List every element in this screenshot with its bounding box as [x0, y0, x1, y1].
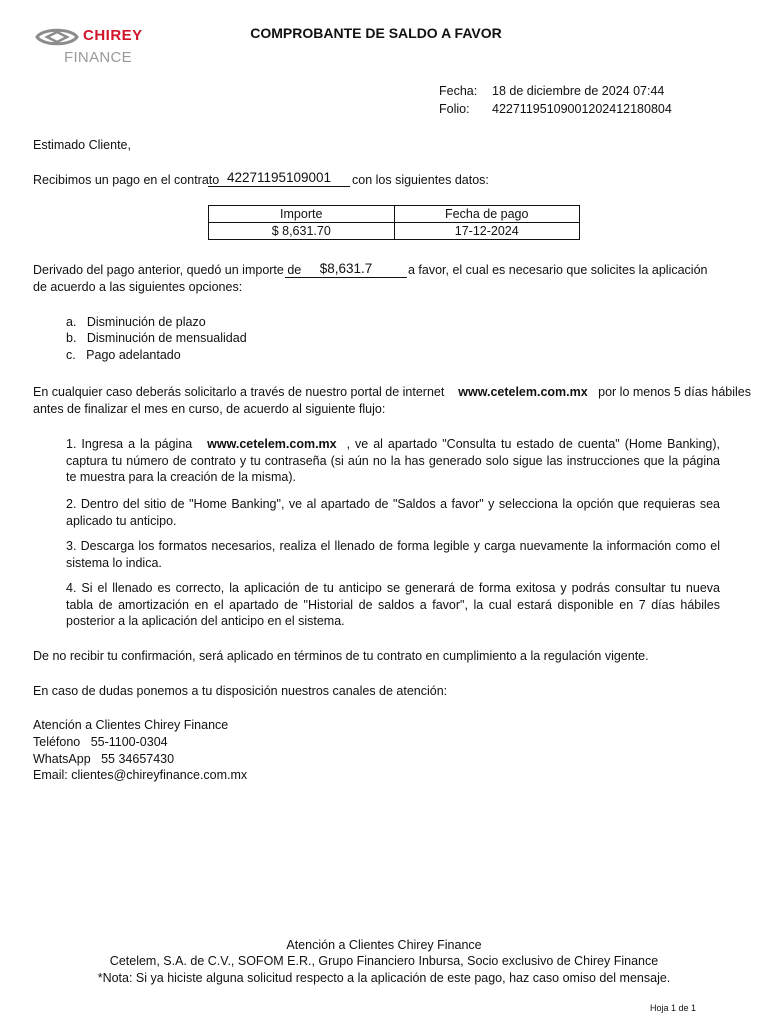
option-letter: b. — [66, 331, 77, 345]
step-4: 4. Si el llenado es correcto, la aplicación de tu anticipo se generará de forma exitosa y podrás consultar tu nueva tabla de amortización en el apartado de "Historial de saldos a favor", la cual estará disponible en 7 días hábiles posterior a la aplicación del anticipo en el sistema. — [66, 581, 720, 628]
whatsapp-label: WhatsApp — [33, 752, 91, 766]
fecha-value: 18 de diciembre de 2024 07:44 — [492, 84, 665, 98]
option-text: Disminución de mensualidad — [86, 331, 247, 345]
step-3: 3. Descarga los formatos necesarios, realiza el llenado de forma legible y carga nuevamente la información como el sistema lo indica. — [66, 539, 720, 570]
list-item — [66, 314, 206, 330]
table-row — [209, 223, 580, 240]
fecha-label: Fecha: — [439, 84, 478, 98]
portal-line2: antes de finalizar el mes en curso, de acuerdo al siguiente flujo: — [33, 402, 386, 416]
remainder-after: a favor, el cual es necesario que solicites la aplicación — [408, 263, 708, 277]
list-item — [66, 330, 247, 346]
logo-sub-text: FINANCE — [64, 49, 132, 66]
contact-email-line — [33, 767, 247, 783]
document-title: COMPROBANTE DE SALDO A FAVOR — [250, 25, 502, 41]
footer-line-1: Atención a Clientes Chirey Finance — [286, 938, 482, 952]
email-link[interactable]: clientes@chireyfinance.com.mx — [71, 768, 248, 782]
phone-label: Teléfono — [33, 735, 81, 749]
footer-line-3: *Nota: Si ya hiciste alguna solicitud respecto a la aplicación de este pago, haz caso omiso del mensaje. — [97, 971, 671, 985]
list-item — [66, 347, 181, 363]
option-text: Disminución de plazo — [86, 315, 206, 329]
portal-before: En cualquier caso deberás solicitarlo a través de nuestro portal de internet — [33, 385, 445, 399]
logo-brand-text: CHIREY — [83, 27, 143, 44]
table-header-fecha: Fecha de pago — [394, 206, 580, 223]
greeting: Estimado Cliente, — [33, 138, 131, 152]
folio-value: 42271195109001202412180804 — [492, 102, 672, 116]
portal-url-link[interactable]: www.cetelem.com.mx — [458, 385, 588, 399]
portal-after: por lo menos 5 días hábiles — [598, 385, 752, 399]
table-cell-importe: $ 8,631.70 — [209, 223, 395, 240]
contact-attention: Atención a Clientes Chirey Finance — [33, 718, 229, 732]
remainder-line2: de acuerdo a las siguientes opciones: — [33, 280, 243, 294]
step-1-before: 1. Ingresa a la página — [66, 437, 193, 451]
step-1-after: , ve al apartado "Consulta tu estado de cuenta" (Home Banking), captura tu número de contrato y tu contraseña (si aún no la has generado solo sigue las instrucciones que la página te muestra para la creación de la misma). — [66, 437, 720, 484]
table-header-importe: Importe — [209, 206, 395, 223]
doubts-text: En caso de dudas ponemos a tu disposición nuestros canales de atención: — [33, 684, 448, 698]
payment-line-before: Recibimos un pago en el contrato — [33, 173, 220, 187]
table-cell-fecha: 17-12-2024 — [394, 223, 580, 240]
portal-line — [33, 384, 751, 400]
remainder-before: Derivado del pago anterior, quedó un importe de — [33, 263, 302, 277]
remainder-amount: $8,631.7 — [285, 260, 407, 278]
contact-whatsapp-line — [33, 751, 174, 767]
table-header-row — [209, 206, 580, 223]
contract-number: 42271195109001 — [208, 169, 350, 187]
step-2: 2. Dentro del sitio de "Home Banking", ve al apartado de "Saldos a favor" y selecciona la opción que requieras sea aplicado tu anticipo. — [66, 497, 720, 528]
payment-table — [208, 205, 580, 240]
payment-line-after: con los siguientes datos: — [352, 173, 489, 187]
email-label: Email: — [33, 768, 68, 782]
step-1 — [66, 436, 720, 486]
option-text: Pago adelantado — [86, 348, 181, 362]
option-letter: a. — [66, 315, 77, 329]
footer-line-2: Cetelem, S.A. de C.V., SOFOM E.R., Grupo Financiero Inbursa, Socio exclusivo de Chirey Finance — [109, 954, 659, 968]
confirmation-text: De no recibir tu confirmación, será aplicado en términos de tu contrato en cumplimiento a la regulación vigente. — [33, 649, 649, 663]
whatsapp-number: 55 34657430 — [101, 752, 175, 766]
option-letter: c. — [66, 348, 76, 362]
phone-number: 55-1100-0304 — [90, 735, 168, 749]
step-1-url-link[interactable]: www.cetelem.com.mx — [207, 437, 337, 451]
page-number: Hoja 1 de 1 — [649, 1003, 696, 1013]
folio-label: Folio: — [439, 102, 470, 116]
contact-phone-line — [33, 734, 168, 750]
